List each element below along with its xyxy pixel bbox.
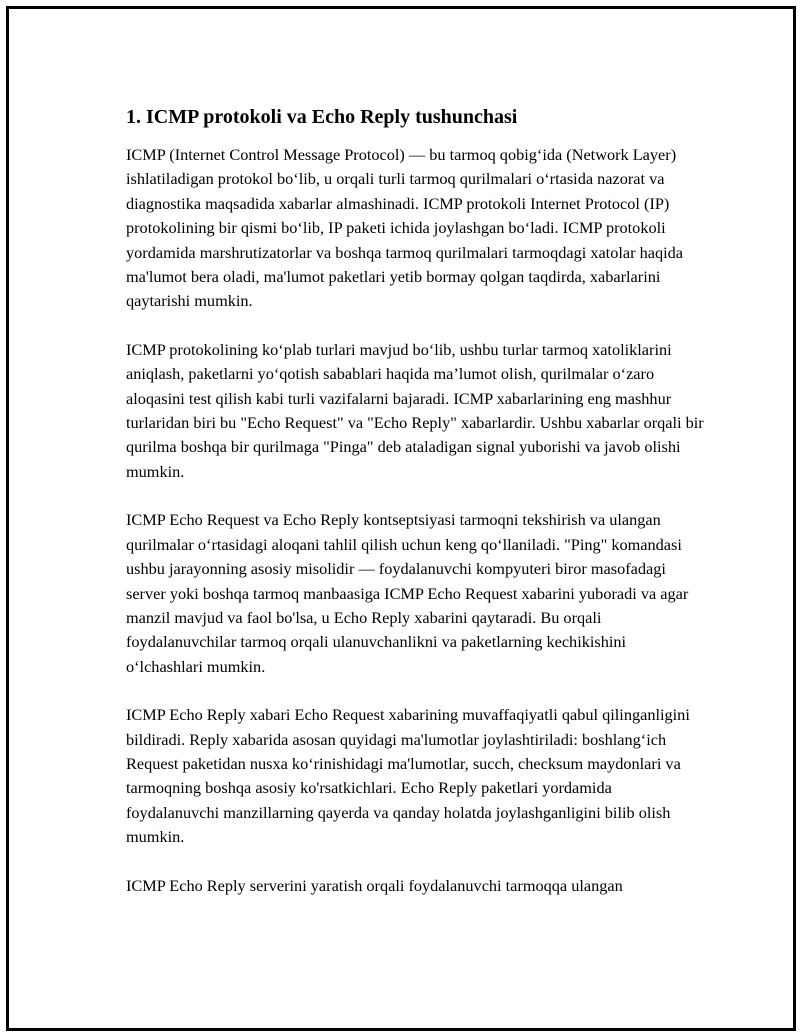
section-heading: 1. ICMP protokoli va Echo Reply tushunchasi [126,106,518,128]
paragraph-3: ICMP Echo Request va Echo Reply kontseptsiyasi tarmoqni tekshirish va ulangan qurilmalar o‘rtasidagi aloqani tahlil qilish uchun keng qo‘llaniladi. "Ping" komandasi ushbu jarayonning asosiy misolidir — foydalanuvchi kompyuteri biror masofadagi server yoki boshqa tarmoq manbaasiga ICMP Echo Request xabarini yuboradi va agar manzil mavjud va faol bo'lsa, u Echo Reply xabarini qaytaradi. Bu orqali foydalanuvchilar tarmoq orqali ulanuvchanlikni va paketlarning kechikishini o‘lchashlari mumkin. [126,510,689,676]
paragraph-5: ICMP Echo Reply serverini yaratish orqali foydalanuvchi tarmoqqa ulangan [126,875,623,895]
document-body [126,105,706,922]
paragraph-1: ICMP (Internet Control Message Protocol) — bu tarmoq qobig‘ida (Network Layer) ishlatiladigan protokol bo‘lib, u orqali turli tarmoq qurilmalari o‘rtasida nazorat va diagnostika maqsadida xabarlar almashinadi. ICMP protokoli Internet Protocol (IP) protokolining bir qismi bo‘lib, IP paketi ichida joylashgan bo‘ladi. ICMP protokoli yordamida marshrutizatorlar va boshqa tarmoq qurilmalari tarmoqdagi xatolar haqida ma'lumot bera oladi, ma'lumot paketlari yetib bormay qolgan taqdirda, xabarlarini qaytarishi mumkin. [126,145,683,311]
paragraph-2: ICMP protokolining ko‘plab turlari mavjud bo‘lib, ushbu turlar tarmoq xatoliklarini aniqlash, paketlarni yo‘qotish sabablari haqida ma’lumot olish, qurilmalar o‘zaro aloqasini test qilish kabi turli vazifalarni bajaradi. ICMP xabarlarining eng mashhur turlaridan biri bu "Echo Request" va "Echo Reply" xabarlardir. Ushbu xabarlar orqali bir qurilma boshqa bir qurilmaga "Pinga" deb ataladigan signal yuborishi va javob olishi mumkin. [126,339,704,481]
paragraph-4: ICMP Echo Reply xabari Echo Request xabarining muvaffaqiyatli qabul qilinganligini bildiradi. Reply xabarida asosan quyidagi ma'lumotlar joylashtiriladi: boshlang‘ich Request paketidan nusxa ko‘rinishidagi ma'lumotlar, succh, checksum maydonlari va tarmoqning boshqa asosiy ko'rsatkichlari. Echo Reply paketlari yordamida foydalanuvchi manzillarning qayerda va qanday holatda joylashganligini bilib olish mumkin. [126,705,690,847]
page-frame [6,6,796,1031]
